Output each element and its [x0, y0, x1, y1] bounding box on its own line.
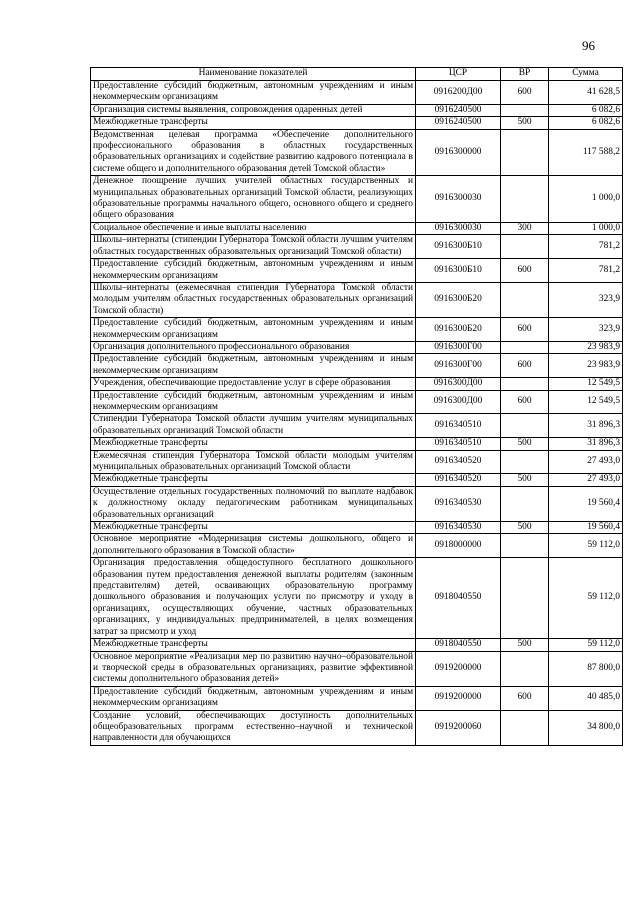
row-csr: 0916300Д00 — [416, 378, 501, 390]
row-name: Школы–интернаты (ежемесячная стипендия Губернатора Томской области молодым учителям областных государственных образовательных организаций Томской области) — [91, 282, 416, 317]
row-vr — [501, 651, 549, 686]
row-name: Межбюджетные трансферты — [91, 117, 416, 129]
row-csr: 0916300Б20 — [416, 318, 501, 342]
row-name: Предоставление субсидий бюджетным, автономным учреждениям и иным некоммерческим организациям — [91, 686, 416, 710]
header-sum: Сумма — [549, 68, 623, 81]
row-csr: 0916300Б10 — [416, 259, 501, 283]
budget-table — [90, 67, 623, 746]
row-sum: 27 493,0 — [549, 474, 623, 486]
row-sum: 19 560,4 — [549, 486, 623, 521]
table-row — [91, 378, 623, 390]
row-sum: 27 493,0 — [549, 450, 623, 474]
table-row — [91, 176, 623, 223]
row-name: Организация предоставления общедоступного бесплатного дошкольного образования путем предоставления денежной выплаты родителям (законным представителям) детей, осваивающих образовательную программу дошкольного образования и получающих услуги по присмотру и уходу в организациях, осуществляющих обучение, частных образовательных организациях, у индивидуальных предпринимателей, в целях возмещения затрат за присмотр и уход — [91, 558, 416, 639]
row-vr: 300 — [501, 222, 549, 234]
row-vr: 500 — [501, 522, 549, 534]
table-row — [91, 341, 623, 353]
table-row — [91, 651, 623, 686]
row-csr: 0916240500 — [416, 117, 501, 129]
row-vr: 600 — [501, 318, 549, 342]
row-vr: 600 — [501, 686, 549, 710]
row-name: Предоставление субсидий бюджетным, автономным учреждениям и иным некоммерческим организациям — [91, 390, 416, 414]
table-header-row — [91, 68, 623, 81]
row-vr: 600 — [501, 81, 549, 105]
table-row — [91, 474, 623, 486]
row-sum: 12 549,5 — [549, 378, 623, 390]
table-row — [91, 534, 623, 558]
table-row — [91, 710, 623, 745]
row-name: Организация дополнительного профессионального образования — [91, 341, 416, 353]
row-vr: 500 — [501, 438, 549, 450]
row-vr — [501, 176, 549, 223]
row-vr: 600 — [501, 390, 549, 414]
row-sum: 23 983,9 — [549, 354, 623, 378]
row-csr: 0916300030 — [416, 176, 501, 223]
row-sum: 31 896,3 — [549, 414, 623, 438]
row-name: Межбюджетные трансферты — [91, 639, 416, 651]
row-sum: 87 800,0 — [549, 651, 623, 686]
row-name: Предоставление субсидий бюджетным, автономным учреждениям и иным некоммерческим организациям — [91, 259, 416, 283]
row-vr — [501, 414, 549, 438]
row-csr: 0916340520 — [416, 474, 501, 486]
row-name: Денежное поощрение лучших учителей областных государственных и муниципальных образовательных организаций Томской области, реализующих образовательные программы начального общего, основного общего и среднего общего образования — [91, 176, 416, 223]
row-sum: 34 800,0 — [549, 710, 623, 745]
table-row — [91, 486, 623, 521]
row-csr: 0916340510 — [416, 438, 501, 450]
row-vr — [501, 341, 549, 353]
row-csr: 0916340530 — [416, 522, 501, 534]
row-sum: 41 628,5 — [549, 81, 623, 105]
row-vr — [501, 450, 549, 474]
row-csr: 0916300Д00 — [416, 390, 501, 414]
row-sum: 1 000,0 — [549, 222, 623, 234]
row-name: Стипендии Губернатора Томской области лучшим учителям муниципальных образовательных организаций Томской области — [91, 414, 416, 438]
row-vr: 500 — [501, 639, 549, 651]
header-csr: ЦСР — [416, 68, 501, 81]
row-vr — [501, 486, 549, 521]
row-csr: 0918040550 — [416, 639, 501, 651]
row-name: Создание условий, обеспечивающих доступность дополнительных общеобразовательных программ естественно–научной и технической направленности для обучающихся — [91, 710, 416, 745]
row-name: Осуществление отдельных государственных полномочий по выплате надбавок к должностному окладу педагогическим работникам муниципальных образовательных организаций — [91, 486, 416, 521]
row-csr: 0916300000 — [416, 129, 501, 176]
table-row — [91, 81, 623, 105]
table-row — [91, 639, 623, 651]
row-csr: 0916240500 — [416, 104, 501, 116]
row-sum: 31 896,3 — [549, 438, 623, 450]
row-name: Предоставление субсидий бюджетным, автономным учреждениям и иным некоммерческим организациям — [91, 81, 416, 105]
row-name: Основное мероприятие «Модернизация системы дошкольного, общего и дополнительного образования в Томской области» — [91, 534, 416, 558]
row-name: Межбюджетные трансферты — [91, 522, 416, 534]
row-name: Основное мероприятие «Реализация мер по развитию научно–образовательной и творческой среды в образовательных организациях, развитие эффективной системы дополнительного образования детей» — [91, 651, 416, 686]
row-sum: 19 560,4 — [549, 522, 623, 534]
header-vr: ВР — [501, 68, 549, 81]
row-sum: 59 112,0 — [549, 558, 623, 639]
row-csr: 0916300Г00 — [416, 341, 501, 353]
table-row — [91, 522, 623, 534]
row-vr — [501, 235, 549, 259]
row-sum: 323,9 — [549, 318, 623, 342]
row-csr: 0919200060 — [416, 710, 501, 745]
row-sum: 40 485,0 — [549, 686, 623, 710]
table-row — [91, 235, 623, 259]
table-row — [91, 438, 623, 450]
row-csr: 0918040550 — [416, 558, 501, 639]
row-sum: 117 588,2 — [549, 129, 623, 176]
row-csr: 0916200Д00 — [416, 81, 501, 105]
table-row — [91, 414, 623, 438]
row-sum: 59 112,0 — [549, 534, 623, 558]
row-sum: 6 082,6 — [549, 117, 623, 129]
row-csr: 0918000000 — [416, 534, 501, 558]
row-csr: 0919200000 — [416, 651, 501, 686]
row-vr — [501, 282, 549, 317]
row-sum: 23 983,9 — [549, 341, 623, 353]
row-vr — [501, 710, 549, 745]
row-csr: 0916340510 — [416, 414, 501, 438]
table-row — [91, 129, 623, 176]
row-vr — [501, 129, 549, 176]
row-sum: 323,9 — [549, 282, 623, 317]
row-vr: 500 — [501, 117, 549, 129]
table-row — [91, 450, 623, 474]
row-name: Ежемесячная стипендия Губернатора Томской области молодым учителям муниципальных образовательных организаций Томской области — [91, 450, 416, 474]
table-row — [91, 686, 623, 710]
row-sum: 781,2 — [549, 235, 623, 259]
table-row — [91, 282, 623, 317]
row-csr: 0916300Б20 — [416, 282, 501, 317]
table-row — [91, 222, 623, 234]
table-row — [91, 117, 623, 129]
row-sum: 1 000,0 — [549, 176, 623, 223]
row-vr: 500 — [501, 474, 549, 486]
row-sum: 781,2 — [549, 259, 623, 283]
row-name: Межбюджетные трансферты — [91, 474, 416, 486]
row-sum: 6 082,6 — [549, 104, 623, 116]
table-row — [91, 318, 623, 342]
page-number: 96 — [582, 38, 595, 53]
row-name: Ведомственная целевая программа «Обеспечение дополнительного профессионального образования в областных государственных образовательных организациях и содействие развитию кадрового потенциала в системе общего и дополнительного образования детей Томской области» — [91, 129, 416, 176]
row-name: Социальное обеспечение и иные выплаты населению — [91, 222, 416, 234]
row-vr: 600 — [501, 259, 549, 283]
row-vr — [501, 558, 549, 639]
row-sum: 12 549,5 — [549, 390, 623, 414]
row-name: Организация системы выявления, сопровождения одаренных детей — [91, 104, 416, 116]
row-vr — [501, 534, 549, 558]
row-csr: 0916340520 — [416, 450, 501, 474]
row-csr: 0919200000 — [416, 686, 501, 710]
row-name: Предоставление субсидий бюджетным, автономным учреждениям и иным некоммерческим организациям — [91, 354, 416, 378]
row-csr: 0916300030 — [416, 222, 501, 234]
row-name: Межбюджетные трансферты — [91, 438, 416, 450]
table-row — [91, 354, 623, 378]
row-sum: 59 112,0 — [549, 639, 623, 651]
row-vr — [501, 104, 549, 116]
table-row — [91, 390, 623, 414]
row-vr: 600 — [501, 354, 549, 378]
row-name: Школы–интернаты (стипендии Губернатора Томской области лучшим учителям областных государственных образовательных организаций Томской области) — [91, 235, 416, 259]
table-row — [91, 104, 623, 116]
row-csr: 0916300Б10 — [416, 235, 501, 259]
row-name: Предоставление субсидий бюджетным, автономным учреждениям и иным некоммерческим организациям — [91, 318, 416, 342]
table-row — [91, 558, 623, 639]
row-name: Учреждения, обеспечивающие предоставление услуг в сфере образования — [91, 378, 416, 390]
row-vr — [501, 378, 549, 390]
row-csr: 0916300Г00 — [416, 354, 501, 378]
table-row — [91, 259, 623, 283]
row-csr: 0916340530 — [416, 486, 501, 521]
header-name: Наименование показателей — [91, 68, 416, 81]
